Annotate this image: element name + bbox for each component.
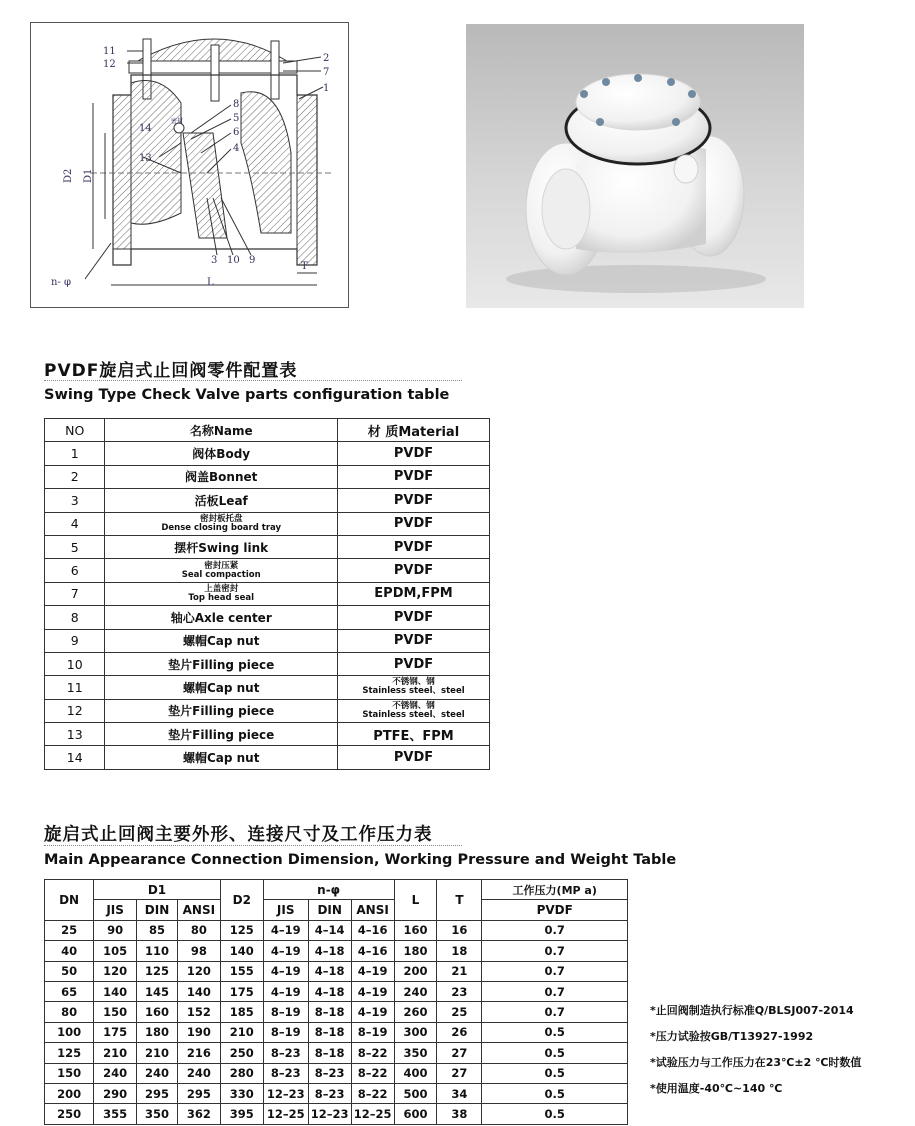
photo-bolt bbox=[672, 118, 680, 126]
photo-bonnet-top bbox=[576, 74, 700, 130]
cell-t: 26 bbox=[437, 1022, 482, 1042]
cell-nphi-ansi: 4–16 bbox=[351, 920, 394, 940]
cell-t: 23 bbox=[437, 981, 482, 1001]
cell-name: 垫片Filling piece bbox=[105, 699, 338, 722]
divider bbox=[44, 380, 462, 381]
valve-photo-svg bbox=[466, 24, 804, 308]
table-row bbox=[45, 941, 628, 961]
cell-d1-din: 180 bbox=[137, 1022, 178, 1042]
col-nphi-ansi: ANSI bbox=[351, 900, 394, 920]
cell-nphi-din: 8–23 bbox=[308, 1083, 351, 1103]
cell-d2: 155 bbox=[220, 961, 263, 981]
cell-t: 16 bbox=[437, 920, 482, 940]
cell-d2: 395 bbox=[220, 1104, 263, 1124]
cell-d1-ansi: 362 bbox=[177, 1104, 220, 1124]
cell-nphi-din: 8–23 bbox=[308, 1063, 351, 1083]
cell-no: 2 bbox=[45, 465, 105, 488]
cell-d1-jis: 140 bbox=[94, 981, 137, 1001]
cell-name-en: Seal compaction bbox=[181, 569, 261, 580]
cell-t: 25 bbox=[437, 1002, 482, 1022]
note: *止回阀制造执行标准Q/BLSJ007-2014 bbox=[650, 1004, 854, 1017]
col-d1-ansi: ANSI bbox=[177, 900, 220, 920]
table-row bbox=[45, 1002, 628, 1022]
parts-title-zh: PVDF旋启式止回阀零件配置表 bbox=[44, 361, 298, 381]
cell-material: PVDF bbox=[337, 559, 489, 582]
callout-3: 3 bbox=[211, 255, 218, 266]
cell-name-zh: 上盖密封 bbox=[204, 583, 239, 594]
cell-name bbox=[105, 582, 338, 605]
cell-no: 14 bbox=[45, 746, 105, 769]
table-row bbox=[45, 1104, 628, 1124]
table-row bbox=[45, 1083, 628, 1103]
parts-table-body bbox=[45, 442, 490, 769]
col-nphi: n-φ bbox=[263, 880, 394, 900]
table-row bbox=[45, 535, 490, 558]
dim-d1: D1 bbox=[83, 168, 94, 183]
cell-d1-ansi: 152 bbox=[177, 1002, 220, 1022]
bolt-mid bbox=[211, 45, 219, 101]
cell-t: 27 bbox=[437, 1063, 482, 1083]
callout-6: 6 bbox=[233, 127, 240, 138]
cell-name-zh: 密封板托盘 bbox=[199, 513, 243, 524]
photo-bolt bbox=[602, 78, 610, 86]
cell-pvdf: 0.7 bbox=[482, 941, 628, 961]
dimension-table bbox=[44, 879, 628, 1125]
cell-nphi-jis: 4–19 bbox=[263, 941, 308, 961]
cell-material: PVDF bbox=[337, 606, 489, 629]
cell-nphi-din: 8–18 bbox=[308, 1022, 351, 1042]
cell-l: 240 bbox=[394, 981, 437, 1001]
cell-nphi-din: 4–18 bbox=[308, 981, 351, 1001]
cell-dn: 80 bbox=[45, 1002, 94, 1022]
table-row bbox=[45, 629, 490, 652]
col-dn: DN bbox=[45, 880, 94, 921]
callout-13: 13 bbox=[139, 153, 152, 164]
table-row bbox=[45, 582, 490, 605]
cell-name: 螺帽Cap nut bbox=[105, 629, 338, 652]
cell-material-zh: 不锈钢、钢 bbox=[392, 700, 435, 711]
cell-no: 7 bbox=[45, 582, 105, 605]
cell-l: 600 bbox=[394, 1104, 437, 1124]
table-row bbox=[45, 1063, 628, 1083]
valve-section-drawing bbox=[30, 22, 349, 308]
cell-name: 阀盖Bonnet bbox=[105, 465, 338, 488]
table-row bbox=[45, 723, 490, 746]
cell-nphi-ansi: 4–19 bbox=[351, 981, 394, 1001]
cell-dn: 200 bbox=[45, 1083, 94, 1103]
cell-d1-din: 110 bbox=[137, 941, 178, 961]
note: *使用温度-40℃~140 ℃ bbox=[650, 1082, 783, 1095]
cell-d1-din: 145 bbox=[137, 981, 178, 1001]
col-d1-din: DIN bbox=[137, 900, 178, 920]
col-nphi-jis: JIS bbox=[263, 900, 308, 920]
note: *压力试验按GB/T13927-1992 bbox=[650, 1030, 814, 1043]
col-nphi-din: DIN bbox=[308, 900, 351, 920]
dim-t: T bbox=[301, 261, 308, 272]
cell-t: 21 bbox=[437, 961, 482, 981]
photo-bolt bbox=[580, 90, 588, 98]
callout-2: 2 bbox=[323, 53, 330, 64]
cell-nphi-ansi: 8–19 bbox=[351, 1022, 394, 1042]
callout-9: 9 bbox=[249, 255, 256, 266]
cell-d1-ansi: 80 bbox=[177, 920, 220, 940]
cell-material: PVDF bbox=[337, 512, 489, 535]
cell-d1-ansi: 295 bbox=[177, 1083, 220, 1103]
cell-dn: 125 bbox=[45, 1043, 94, 1063]
cell-dn: 100 bbox=[45, 1022, 94, 1042]
cell-t: 34 bbox=[437, 1083, 482, 1103]
cell-no: 5 bbox=[45, 535, 105, 558]
table-row bbox=[45, 699, 490, 722]
cell-dn: 250 bbox=[45, 1104, 94, 1124]
cell-no: 9 bbox=[45, 629, 105, 652]
cell-d2: 140 bbox=[220, 941, 263, 961]
parts-table bbox=[44, 418, 490, 770]
cell-d1-din: 85 bbox=[137, 920, 178, 940]
cell-name: 摆杆Swing link bbox=[105, 535, 338, 558]
cell-d2: 175 bbox=[220, 981, 263, 1001]
callout-5: 5 bbox=[233, 113, 240, 124]
cell-nphi-ansi: 8–22 bbox=[351, 1083, 394, 1103]
cell-nphi-din: 8–18 bbox=[308, 1043, 351, 1063]
cell-d2: 210 bbox=[220, 1022, 263, 1042]
cell-no: 12 bbox=[45, 699, 105, 722]
product-photo bbox=[466, 24, 804, 308]
cell-l: 160 bbox=[394, 920, 437, 940]
cell-pvdf: 0.5 bbox=[482, 1083, 628, 1103]
cell-material bbox=[337, 676, 489, 699]
cell-name: 活板Leaf bbox=[105, 489, 338, 512]
cell-d1-jis: 150 bbox=[94, 1002, 137, 1022]
cell-dn: 25 bbox=[45, 920, 94, 940]
dims-title-en: Main Appearance Connection Dimension, Working Pressure and Weight Table bbox=[44, 852, 677, 868]
photo-bolt bbox=[688, 90, 696, 98]
notes-block bbox=[650, 998, 861, 1102]
cell-name: 垫片Filling piece bbox=[105, 652, 338, 675]
parts-title-en: Swing Type Check Valve parts configuration table bbox=[44, 387, 450, 403]
col-t: T bbox=[437, 880, 482, 921]
cell-d2: 280 bbox=[220, 1063, 263, 1083]
dimension-table-body bbox=[45, 920, 628, 1124]
cell-l: 350 bbox=[394, 1043, 437, 1063]
cell-t: 18 bbox=[437, 941, 482, 961]
table-row bbox=[45, 559, 490, 582]
cell-d1-jis: 175 bbox=[94, 1022, 137, 1042]
leaf-shape bbox=[183, 133, 227, 238]
callout-4: 4 bbox=[233, 143, 240, 154]
cell-d1-din: 125 bbox=[137, 961, 178, 981]
table-row bbox=[45, 652, 490, 675]
note: *试验压力与工作压力在23℃±2 ℃时数值 bbox=[650, 1056, 862, 1069]
cell-no: 3 bbox=[45, 489, 105, 512]
cell-pvdf: 0.5 bbox=[482, 1063, 628, 1083]
cell-name bbox=[105, 559, 338, 582]
col-pvdf: PVDF bbox=[482, 900, 628, 920]
cell-material: PVDF bbox=[337, 465, 489, 488]
cell-nphi-jis: 4–19 bbox=[263, 981, 308, 1001]
table-row bbox=[45, 961, 628, 981]
cell-d1-din: 210 bbox=[137, 1043, 178, 1063]
table-row bbox=[45, 981, 628, 1001]
callout-8: 8 bbox=[233, 99, 240, 110]
cell-nphi-din: 4–18 bbox=[308, 941, 351, 961]
callout-10: 10 bbox=[227, 255, 240, 266]
callout-11: 11 bbox=[103, 46, 116, 57]
bolt-right bbox=[271, 41, 279, 99]
cell-d1-din: 350 bbox=[137, 1104, 178, 1124]
cell-d1-ansi: 216 bbox=[177, 1043, 220, 1063]
cell-l: 500 bbox=[394, 1083, 437, 1103]
cell-nphi-ansi: 4–16 bbox=[351, 941, 394, 961]
photo-bolt bbox=[634, 74, 642, 82]
cell-nphi-ansi: 8–22 bbox=[351, 1043, 394, 1063]
table-row bbox=[45, 746, 490, 769]
cell-pvdf: 0.5 bbox=[482, 1043, 628, 1063]
cell-dn: 50 bbox=[45, 961, 94, 981]
divider bbox=[44, 845, 462, 846]
cell-material: PVDF bbox=[337, 535, 489, 558]
col-name: 名称Name bbox=[105, 419, 338, 442]
cell-nphi-jis: 4–19 bbox=[263, 961, 308, 981]
cell-material-en: Stainless steel、steel bbox=[362, 709, 465, 720]
table-row bbox=[45, 1022, 628, 1042]
cell-name bbox=[105, 512, 338, 535]
body-wall-right bbox=[241, 92, 291, 233]
table-subheader-row bbox=[45, 900, 628, 920]
cell-d1-jis: 290 bbox=[94, 1083, 137, 1103]
photo-axle-boss bbox=[674, 155, 698, 183]
table-row bbox=[45, 920, 628, 940]
callout-14: 14 bbox=[139, 123, 152, 134]
table-row bbox=[45, 489, 490, 512]
cell-pvdf: 0.5 bbox=[482, 1104, 628, 1124]
n-phi-leader bbox=[85, 243, 111, 279]
cell-nphi-jis: 8–19 bbox=[263, 1022, 308, 1042]
table-row bbox=[45, 676, 490, 699]
col-l: L bbox=[394, 880, 437, 921]
cell-material: PVDF bbox=[337, 442, 489, 465]
cell-material: PVDF bbox=[337, 652, 489, 675]
cell-nphi-jis: 8–23 bbox=[263, 1063, 308, 1083]
cell-d1-din: 240 bbox=[137, 1063, 178, 1083]
cell-nphi-jis: 8–23 bbox=[263, 1043, 308, 1063]
callout-12: 12 bbox=[103, 59, 116, 70]
table-header-row bbox=[45, 419, 490, 442]
cell-d1-din: 160 bbox=[137, 1002, 178, 1022]
cell-nphi-din: 4–18 bbox=[308, 961, 351, 981]
cell-t: 27 bbox=[437, 1043, 482, 1063]
cell-d2: 330 bbox=[220, 1083, 263, 1103]
cell-nphi-ansi: 8–22 bbox=[351, 1063, 394, 1083]
cell-material: PTFE、FPM bbox=[337, 723, 489, 746]
col-d1-jis: JIS bbox=[94, 900, 137, 920]
cell-nphi-din: 8–18 bbox=[308, 1002, 351, 1022]
table-row bbox=[45, 1043, 628, 1063]
cell-no: 10 bbox=[45, 652, 105, 675]
cell-no: 13 bbox=[45, 723, 105, 746]
dim-l: L bbox=[207, 277, 214, 288]
dims-title-zh: 旋启式止回阀主要外形、连接尺寸及工作压力表 bbox=[44, 825, 433, 845]
cell-l: 180 bbox=[394, 941, 437, 961]
cell-d1-ansi: 240 bbox=[177, 1063, 220, 1083]
cell-d1-jis: 240 bbox=[94, 1063, 137, 1083]
cell-name: 阀体Body bbox=[105, 442, 338, 465]
cell-d1-jis: 355 bbox=[94, 1104, 137, 1124]
cell-d1-jis: 90 bbox=[94, 920, 137, 940]
cell-name: 轴心Axle center bbox=[105, 606, 338, 629]
cell-name: 螺帽Cap nut bbox=[105, 746, 338, 769]
cell-l: 260 bbox=[394, 1002, 437, 1022]
cell-nphi-din: 12–23 bbox=[308, 1104, 351, 1124]
cell-d1-din: 295 bbox=[137, 1083, 178, 1103]
cell-nphi-ansi: 4–19 bbox=[351, 1002, 394, 1022]
cell-t: 38 bbox=[437, 1104, 482, 1124]
dim-d2: D2 bbox=[63, 168, 74, 183]
col-d2: D2 bbox=[220, 880, 263, 921]
col-material: 材 质Material bbox=[337, 419, 489, 442]
valve-drawing-svg bbox=[31, 23, 348, 307]
seal-small-label: 密封 bbox=[171, 118, 184, 125]
cell-l: 300 bbox=[394, 1022, 437, 1042]
cell-material-zh: 不锈钢、钢 bbox=[392, 677, 435, 688]
cell-name: 螺帽Cap nut bbox=[105, 676, 338, 699]
table-row bbox=[45, 442, 490, 465]
col-d1: D1 bbox=[94, 880, 221, 900]
col-no: NO bbox=[45, 419, 105, 442]
table-row bbox=[45, 465, 490, 488]
cell-nphi-jis: 12–25 bbox=[263, 1104, 308, 1124]
cell-dn: 40 bbox=[45, 941, 94, 961]
cell-d1-ansi: 140 bbox=[177, 981, 220, 1001]
left-flange bbox=[113, 95, 131, 249]
cell-d1-ansi: 120 bbox=[177, 961, 220, 981]
cell-d2: 125 bbox=[220, 920, 263, 940]
cell-pvdf: 0.7 bbox=[482, 981, 628, 1001]
photo-bolt bbox=[596, 118, 604, 126]
cell-d2: 250 bbox=[220, 1043, 263, 1063]
cell-nphi-ansi: 12–25 bbox=[351, 1104, 394, 1124]
cell-name-en: Top head seal bbox=[188, 592, 255, 603]
cell-d1-ansi: 190 bbox=[177, 1022, 220, 1042]
photo-bolt bbox=[667, 78, 675, 86]
cell-no: 1 bbox=[45, 442, 105, 465]
cell-name: 垫片Filling piece bbox=[105, 723, 338, 746]
cell-d1-jis: 120 bbox=[94, 961, 137, 981]
cell-no: 11 bbox=[45, 676, 105, 699]
cell-name-en: Dense closing board tray bbox=[161, 522, 282, 533]
cell-nphi-jis: 4–19 bbox=[263, 920, 308, 940]
cell-pvdf: 0.7 bbox=[482, 920, 628, 940]
cell-material: PVDF bbox=[337, 489, 489, 512]
cell-nphi-ansi: 4–19 bbox=[351, 961, 394, 981]
cell-no: 6 bbox=[45, 559, 105, 582]
cell-material bbox=[337, 699, 489, 722]
cell-nphi-din: 4–14 bbox=[308, 920, 351, 940]
cell-no: 8 bbox=[45, 606, 105, 629]
cell-pvdf: 0.7 bbox=[482, 961, 628, 981]
cell-material: PVDF bbox=[337, 629, 489, 652]
table-row bbox=[45, 606, 490, 629]
cell-pvdf: 0.5 bbox=[482, 1022, 628, 1042]
cell-l: 400 bbox=[394, 1063, 437, 1083]
cell-name-zh: 密封压紧 bbox=[204, 560, 239, 571]
dim-n-phi: n- φ bbox=[51, 277, 71, 288]
cell-material: EPDM,FPM bbox=[337, 582, 489, 605]
cell-material-en: Stainless steel、steel bbox=[362, 686, 465, 697]
cell-dn: 65 bbox=[45, 981, 94, 1001]
cell-d1-jis: 105 bbox=[94, 941, 137, 961]
cell-d1-ansi: 98 bbox=[177, 941, 220, 961]
cell-pvdf: 0.7 bbox=[482, 1002, 628, 1022]
col-pressure: 工作压力(MP a) bbox=[482, 880, 628, 900]
cell-d2: 185 bbox=[220, 1002, 263, 1022]
cell-no: 4 bbox=[45, 512, 105, 535]
callout-1: 1 bbox=[323, 83, 330, 94]
cell-nphi-jis: 12–23 bbox=[263, 1083, 308, 1103]
cell-dn: 150 bbox=[45, 1063, 94, 1083]
table-row bbox=[45, 512, 490, 535]
right-flange bbox=[297, 95, 317, 265]
table-header-row bbox=[45, 880, 628, 900]
cell-material: PVDF bbox=[337, 746, 489, 769]
cell-nphi-jis: 8–19 bbox=[263, 1002, 308, 1022]
cell-d1-jis: 210 bbox=[94, 1043, 137, 1063]
cell-l: 200 bbox=[394, 961, 437, 981]
callout-7: 7 bbox=[323, 67, 330, 78]
